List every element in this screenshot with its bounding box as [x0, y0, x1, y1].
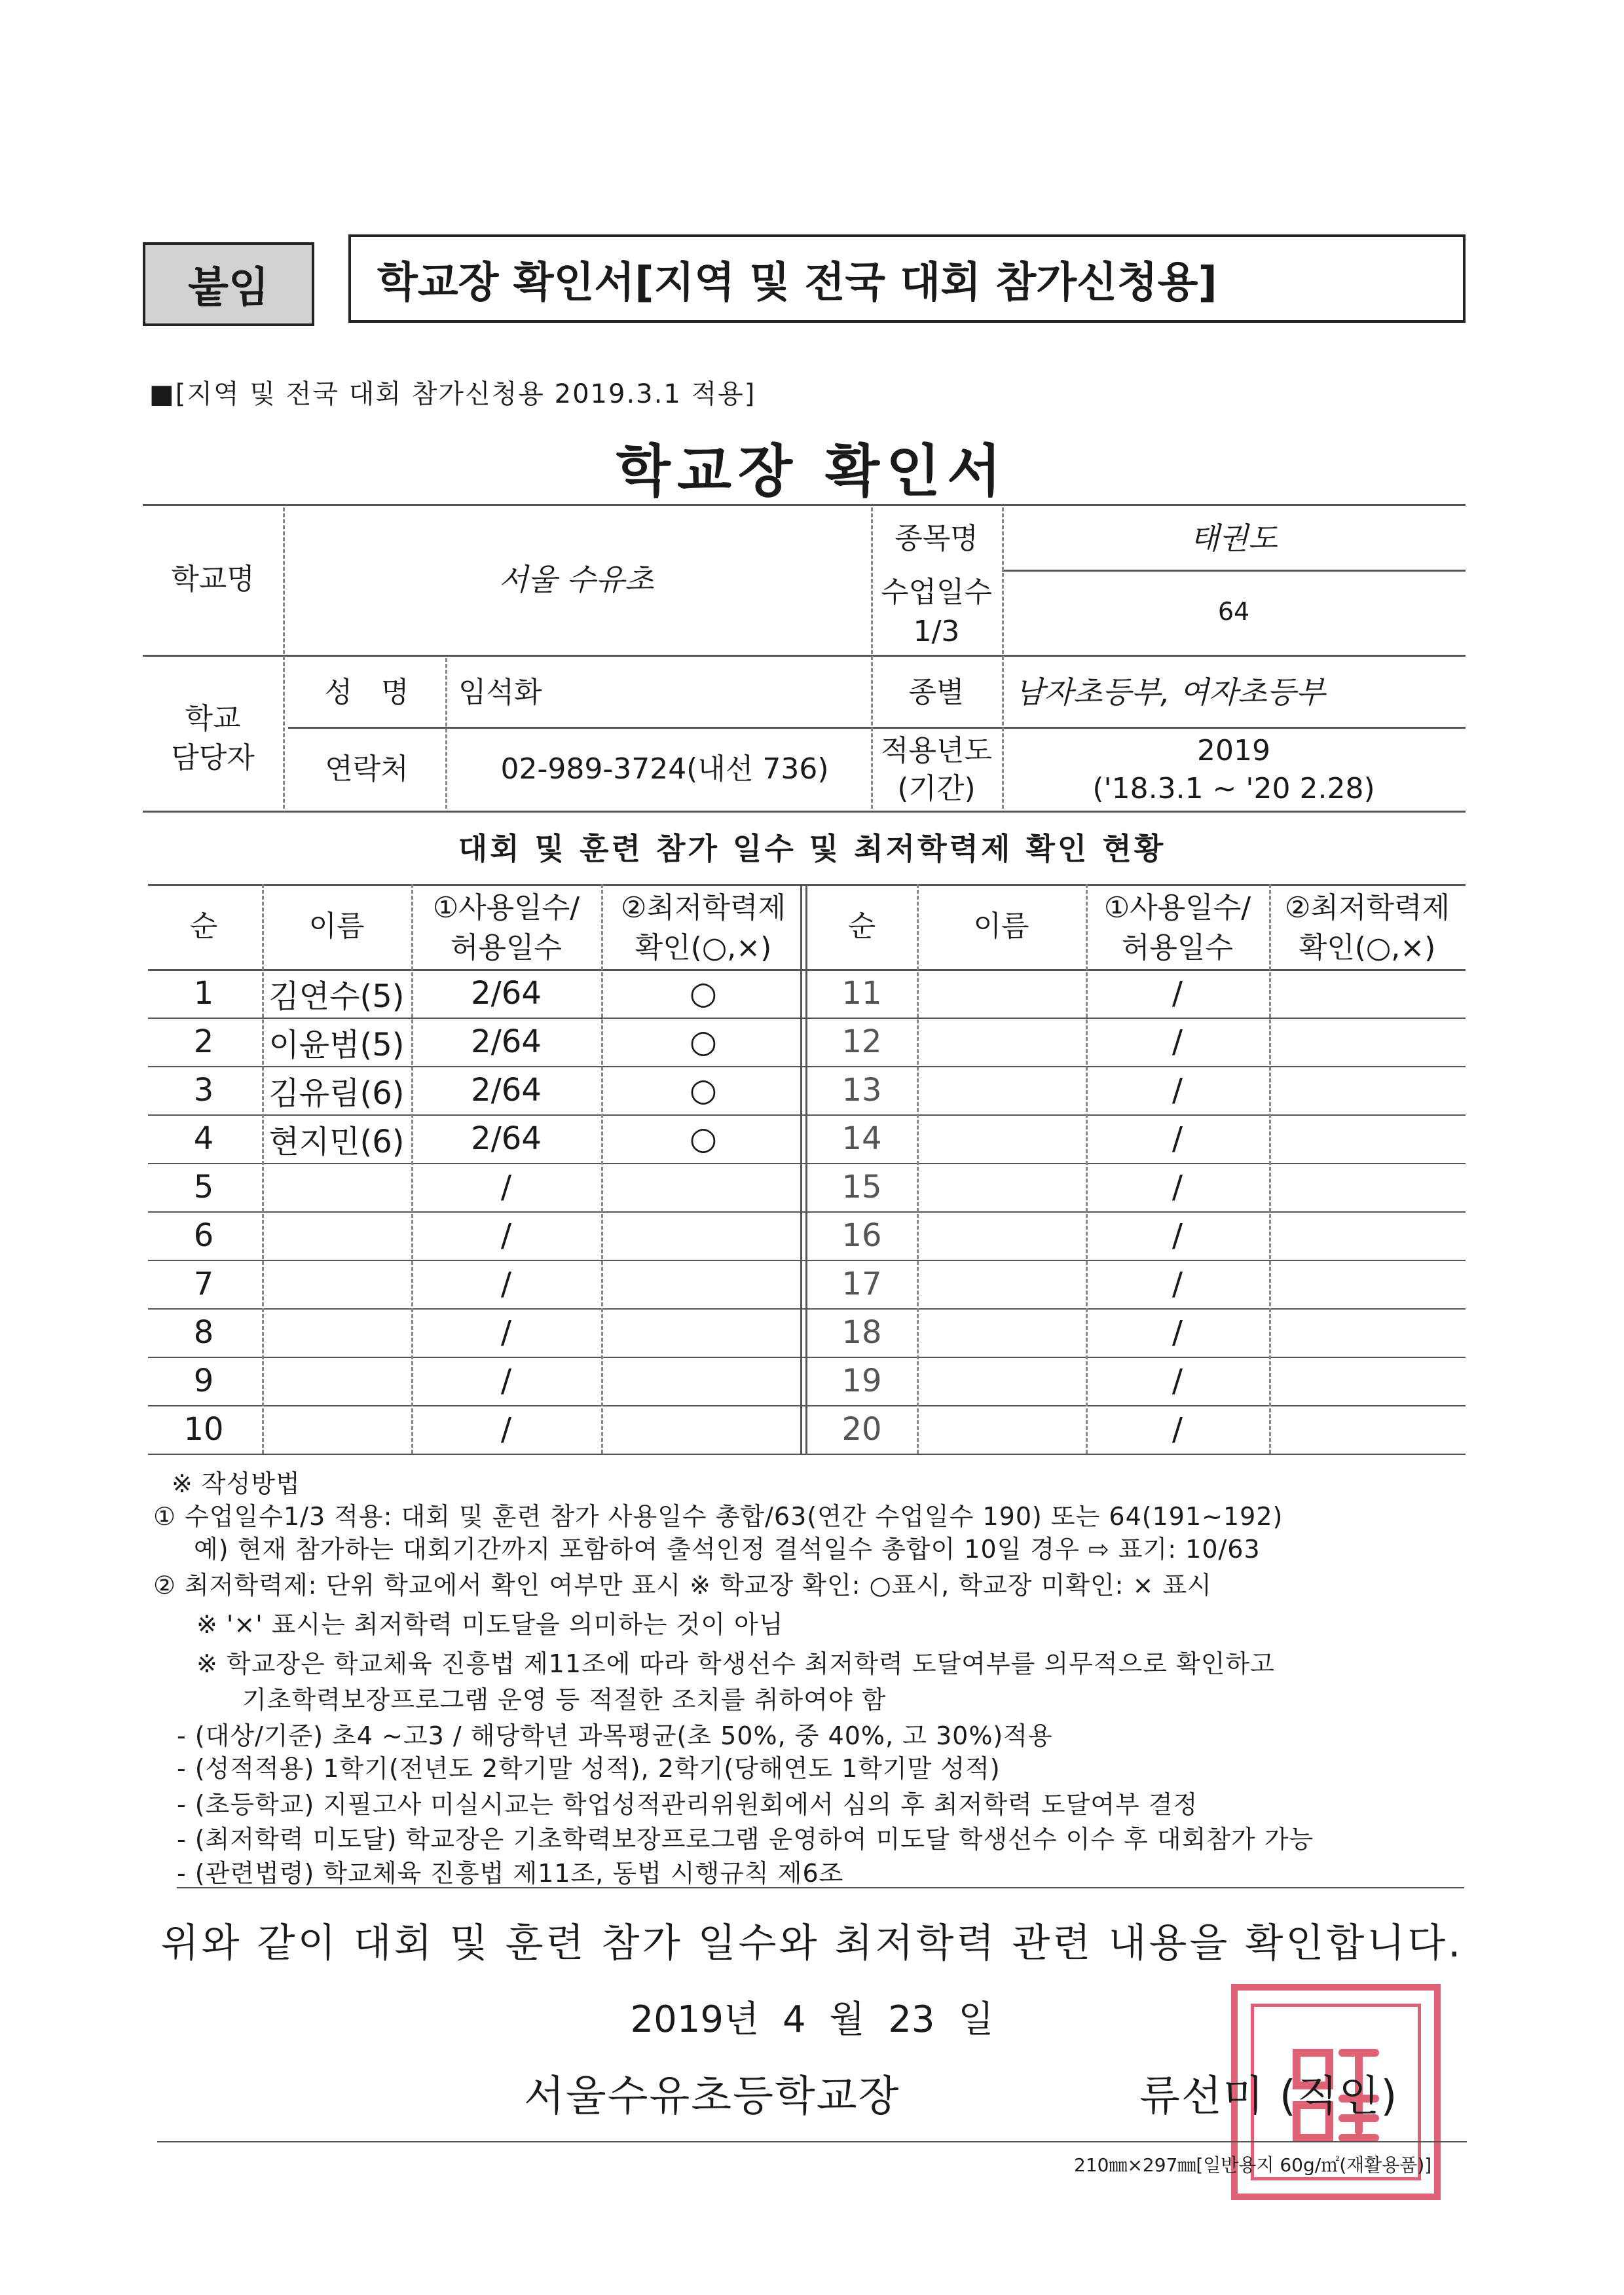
principal-signature: 류선미 (직인) — [1139, 2072, 1399, 2121]
row-number: 4 — [193, 1120, 214, 1157]
row-days: / — [500, 1217, 512, 1254]
contact-label: 연락처 — [325, 752, 409, 786]
row-days: / — [1172, 1411, 1183, 1448]
note-7: - (대상/기준) 초4 ~고3 / 해당학년 과목평균(초 50%, 중 40%, 고 30%)적용 — [177, 1721, 1053, 1750]
row-name — [917, 1308, 1086, 1357]
row-name — [917, 969, 1086, 1018]
row-number: 16 — [841, 1217, 882, 1254]
row-name — [917, 1405, 1086, 1454]
row-number: 8 — [193, 1314, 214, 1351]
row-number: 1 — [193, 975, 214, 1012]
application-note: ■[지역 및 전국 대회 참가신청용 2019.3.1 적용] — [149, 379, 756, 409]
row-check — [1269, 1066, 1466, 1114]
year-label-period: (기간) — [897, 772, 976, 806]
manager-label: 학교 — [185, 702, 241, 736]
row-name — [262, 1308, 411, 1357]
row-check — [1269, 1357, 1466, 1405]
header-min-academic-left: ②최저학력제 — [621, 890, 786, 925]
class-days-label-fraction: 1/3 — [913, 615, 960, 649]
name-value: 임석화 — [458, 675, 542, 709]
row-days: / — [500, 1266, 512, 1302]
row-days: / — [1172, 1217, 1183, 1254]
row-number: 18 — [841, 1314, 882, 1351]
row-name — [262, 1260, 411, 1308]
row-number: 13 — [841, 1072, 882, 1109]
row-name — [917, 1018, 1086, 1066]
row-number: 7 — [193, 1266, 214, 1302]
note-8: - (성적적용) 1학기(전년도 2학기말 성적), 2학기(당해연도 1학기말 성적) — [177, 1754, 1001, 1783]
document-title: 학교장 확인서 — [616, 439, 1008, 504]
note-2: 예) 현재 참가하는 대회기간까지 포함하여 출석인정 결석일수 총합이 10일 경우 ⇨ 표기: 10/63 — [194, 1535, 1261, 1564]
notes-heading: ※ 작성방법 — [172, 1469, 301, 1498]
row-days: / — [1172, 1169, 1183, 1205]
header-title: 학교장 확인서[지역 및 전국 대회 참가신청용] — [348, 234, 1466, 323]
header-min-check-right: 확인(○,×) — [1299, 930, 1436, 964]
row-name: 김유림(6) — [268, 1074, 405, 1112]
division-label: 종별 — [908, 675, 965, 709]
contact-value: 02-989-3724(내선 736) — [500, 752, 829, 786]
row-days: / — [1172, 1363, 1183, 1399]
school-name-label: 학교명 — [171, 562, 255, 597]
division-value: 남자초등부, 여자초등부 — [1015, 674, 1325, 710]
row-name — [917, 1260, 1086, 1308]
row-check — [1269, 1260, 1466, 1308]
row-check — [1269, 1114, 1466, 1163]
row-check — [1269, 1211, 1466, 1260]
year-label: 적용년도 — [880, 734, 992, 768]
note-6: 기초학력보장프로그램 운영 등 적절한 조치를 취하여야 함 — [242, 1685, 887, 1714]
row-number: 20 — [841, 1411, 882, 1448]
row-name — [917, 1066, 1086, 1114]
header-no-left: 순 — [189, 909, 218, 944]
note-10: - (최저학력 미도달) 학교장은 기초학력보장프로그램 운영하여 미도달 학생선수 이수 후 대회참가 가능 — [177, 1825, 1314, 1854]
row-days: 2/64 — [471, 1023, 542, 1060]
note-9: - (초등학교) 지필고사 미실시교는 학업성적관리위원회에서 심의 후 최저학력 도달여부 결정 — [177, 1790, 1198, 1819]
school-signature: 서울수유초등학교장 — [524, 2072, 900, 2121]
row-name: 김연수(5) — [268, 978, 405, 1015]
row-name — [262, 1163, 411, 1211]
section-title: 대회 및 훈련 참가 일수 및 최저학력제 확인 현황 — [458, 831, 1166, 866]
row-check — [1269, 1308, 1466, 1357]
row-days: 2/64 — [471, 1120, 542, 1157]
row-number: 15 — [841, 1169, 882, 1205]
header-name-left: 이름 — [308, 909, 365, 944]
row-name — [917, 1114, 1086, 1163]
row-name — [917, 1163, 1086, 1211]
row-number: 2 — [193, 1023, 214, 1060]
row-days: / — [500, 1363, 512, 1399]
header-days-allowed-left: 허용일수 — [450, 930, 562, 964]
year-value: 2019 — [1197, 734, 1270, 768]
note-5: ※ 학교장은 학교체육 진흥법 제11조에 따라 학생선수 최저학력 도달여부를 의무적으로 확인하고 — [196, 1649, 1275, 1678]
row-number: 19 — [841, 1363, 882, 1399]
school-name-value: 서울 수유초 — [498, 561, 654, 597]
row-number: 6 — [193, 1217, 214, 1254]
year-period-value: ('18.3.1 ~ '20 2.28) — [1092, 772, 1375, 806]
row-days: / — [500, 1314, 512, 1351]
header-days-right: ①사용일수/ — [1103, 890, 1251, 925]
row-check — [1269, 1163, 1466, 1211]
note-11: - (관련법령) 학교체육 진흥법 제11조, 동법 시행규칙 제6조 — [177, 1859, 844, 1888]
row-name — [917, 1211, 1086, 1260]
row-check — [601, 1405, 805, 1454]
row-name: 이윤범(5) — [268, 1026, 405, 1063]
header-min-check-left: 확인(○,×) — [635, 930, 772, 964]
row-name — [262, 1357, 411, 1405]
row-number: 11 — [841, 975, 882, 1012]
row-check — [601, 1308, 805, 1357]
row-days: / — [1172, 1120, 1183, 1157]
header-days-allowed-right: 허용일수 — [1121, 930, 1233, 964]
row-check — [1269, 1018, 1466, 1066]
table-rule — [148, 1454, 1466, 1455]
row-number: 17 — [841, 1266, 882, 1302]
row-days: / — [1172, 1314, 1183, 1351]
row-name — [917, 1357, 1086, 1405]
row-check — [601, 1211, 805, 1260]
header-min-academic-right: ②최저학력제 — [1285, 890, 1450, 925]
header-no-right: 순 — [847, 909, 876, 944]
row-check — [601, 1163, 805, 1211]
row-check — [601, 1357, 805, 1405]
note-3: ② 최저학력제: 단위 학교에서 확인 여부만 표시 ※ 학교장 확인: ○표시, 학교장 미확인: × 표시 — [153, 1571, 1212, 1600]
row-days: / — [1172, 1072, 1183, 1109]
row-number: 5 — [193, 1169, 214, 1205]
row-days: / — [500, 1411, 512, 1448]
row-name — [262, 1405, 411, 1454]
manager-label-2: 담당자 — [171, 741, 255, 775]
class-days-label: 수업일수 — [880, 576, 992, 610]
confirmation-statement: 위와 같이 대회 및 훈련 참가 일수와 최저학력 관련 내용을 확인합니다. — [160, 1920, 1464, 1966]
note-1: ① 수업일수1/3 적용: 대회 및 훈련 참가 사용일수 총합/63(연간 수업일수 190) 또는 64(191~192) — [153, 1502, 1283, 1531]
row-number: 12 — [841, 1023, 882, 1060]
row-check: ○ — [690, 1072, 717, 1109]
row-check: ○ — [690, 975, 717, 1012]
row-check — [1269, 1405, 1466, 1454]
signature-date: 2019년 4 월 23 일 — [630, 1998, 994, 2041]
row-days: / — [1172, 975, 1183, 1012]
row-number: 9 — [193, 1363, 214, 1399]
attachment-tag: 붙임 — [143, 242, 314, 326]
row-number: 14 — [841, 1120, 882, 1157]
note-4: ※ '×' 표시는 최저학력 미도달을 의미하는 것이 아님 — [196, 1610, 784, 1639]
event-value: 태권도 — [1190, 521, 1278, 557]
header-name-right: 이름 — [973, 909, 1029, 944]
class-days-value: 64 — [1217, 597, 1250, 627]
row-number: 10 — [183, 1411, 224, 1448]
row-days: / — [1172, 1266, 1183, 1302]
paper-size-note: 210㎜×297㎜[일반용지 60g/㎡(재활용품)] — [1074, 2154, 1432, 2176]
row-check: ○ — [690, 1120, 717, 1157]
row-name — [262, 1211, 411, 1260]
name-label: 성 명 — [324, 675, 409, 709]
row-name: 현지민(6) — [268, 1123, 405, 1160]
row-number: 3 — [193, 1072, 214, 1109]
row-check: ○ — [690, 1023, 717, 1060]
row-check — [1269, 969, 1466, 1018]
row-days: 2/64 — [471, 975, 542, 1012]
row-days: 2/64 — [471, 1072, 542, 1109]
row-check — [601, 1260, 805, 1308]
row-days: / — [500, 1169, 512, 1205]
row-days: / — [1172, 1023, 1183, 1060]
header-days-left: ①사용일수/ — [432, 890, 580, 925]
event-label: 종목명 — [895, 521, 978, 555]
